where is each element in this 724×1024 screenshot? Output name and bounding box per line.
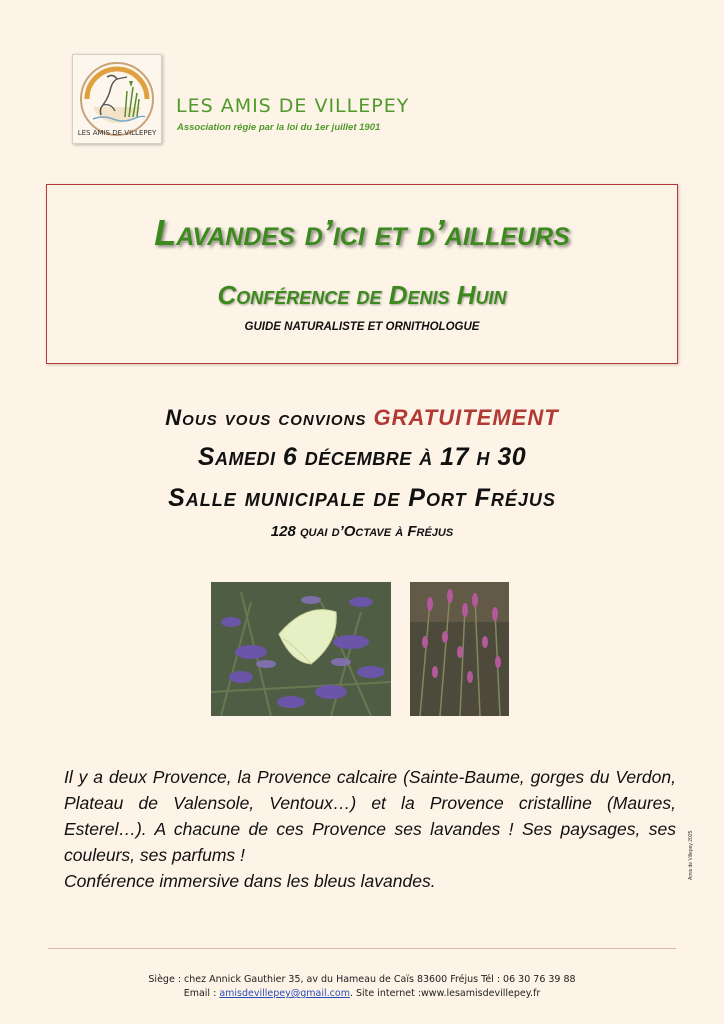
invitation-text: Nous vous convions: [165, 405, 374, 430]
event-date: Samedi 6 décembre à 17 h 30: [197, 443, 527, 471]
free-admission-label: GRATUITEMENT: [373, 405, 559, 430]
organization-subtitle: Association régie par la loi du 1er juillet 1901: [177, 122, 381, 133]
logo-text: LES AMIS DE VILLEPEY: [77, 129, 157, 137]
lavender-bush-photo: [410, 582, 509, 716]
email-link[interactable]: amisdevillepey@gmail.com: [219, 988, 350, 999]
copyright-credit: Amis de Villepey 2025: [688, 830, 694, 880]
footer-email-label: Email :: [183, 988, 220, 999]
footer-divider: [48, 948, 676, 949]
description-closing: Conférence immersive dans les bleus lavandes.: [64, 871, 436, 891]
event-address: 128 quai d’Octave à Fréjus: [270, 523, 454, 540]
event-title: Lavandes d’ici et d’ailleurs: [154, 212, 570, 253]
speaker-role: GUIDE NATURALISTE ET ORNITHOLOGUE: [244, 321, 480, 333]
event-venue: Salle municipale de Port Fréjus: [168, 484, 556, 512]
title-frame: [46, 184, 678, 364]
invitation-line: [0, 405, 724, 431]
description-paragraph: Il y a deux Provence, la Provence calcaire (Sainte-Baume, gorges du Verdon, Plateau de Valensole, Ventoux…) et la Provence cristalline (Maures, Esterel…). A chacune de ces Provence ses lavandes ! Ses paysages, ses couleurs, ses parfums !: [64, 767, 676, 865]
event-description: [64, 764, 676, 894]
footer-website: . Site internet :www.lesamisdevillepey.fr: [349, 988, 541, 999]
association-logo: [72, 54, 162, 144]
footer: [0, 973, 724, 1001]
footer-address-line: Siège : chez Annick Gauthier 35, av du Hameau de Caïs 83600 Fréjus Tél : 06 30 76 39 88: [148, 974, 576, 985]
butterfly-lavender-photo: [211, 582, 391, 716]
organization-name: LES AMIS DE VILLEPEY: [176, 95, 410, 117]
footer-contact-line: [0, 987, 724, 1001]
event-subtitle: Conférence de Denis Huin: [217, 280, 507, 310]
heron-logo-icon: [73, 55, 161, 143]
